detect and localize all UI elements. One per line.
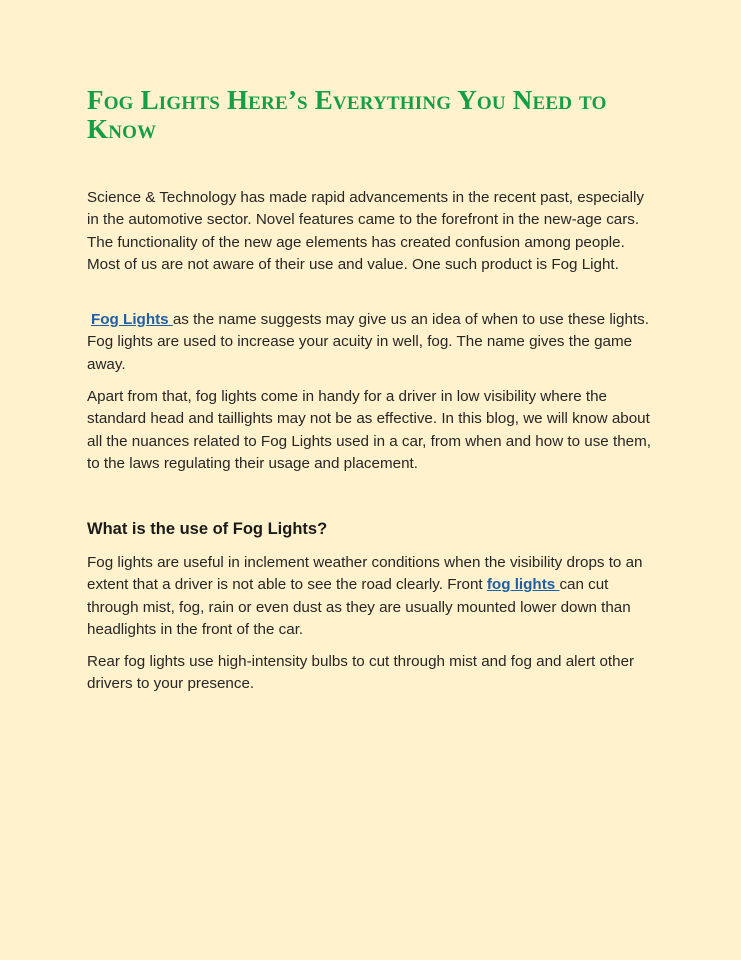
section-heading: What is the use of Fog Lights? — [87, 520, 328, 538]
fog-lights-link[interactable]: Fog Lights — [91, 311, 173, 328]
paragraph-text: Fog lights are useful in inclement weather conditions when the visibility drops to an extent that a driver is not able to see the road clearly. Front — [87, 554, 643, 594]
intro-paragraph: Science & Technology has made rapid advancements in the recent past, especially in the automotive sector. Novel features came to the forefront in the new-age cars. The functionality of the new age elements has created confusion among people. Most of us are not aware of their use and value. One such product is Fog Light. — [87, 189, 644, 273]
usage-paragraph — [87, 552, 653, 641]
document-title: Fog Lights Here’s Everything You Need to Know — [87, 85, 607, 144]
fog-lights-paragraph — [87, 309, 653, 376]
paragraph-text: can cut through mist, fog, rain or even dust as they are usually mounted lower down than headlights in the front of the car. — [87, 576, 631, 638]
overview-paragraph: Apart from that, fog lights come in handy for a driver in low visibility where the standard head and taillights may not be as effective. In this blog, we will know about all the nuances related to Fog Lights used in a car, from when and how to use them, to the laws regulating their usage and placement. — [87, 388, 651, 472]
front-fog-lights-link[interactable]: fog lights — [486, 576, 560, 594]
rear-fog-lights-paragraph: Rear fog lights use high-intensity bulbs to cut through mist and fog and alert other drivers to your presence. — [87, 653, 635, 693]
paragraph-text: as the name suggests may give us an idea of when to use these lights. Fog lights are used to increase your acuity in well, fog. The name gives the game away. — [87, 311, 649, 373]
